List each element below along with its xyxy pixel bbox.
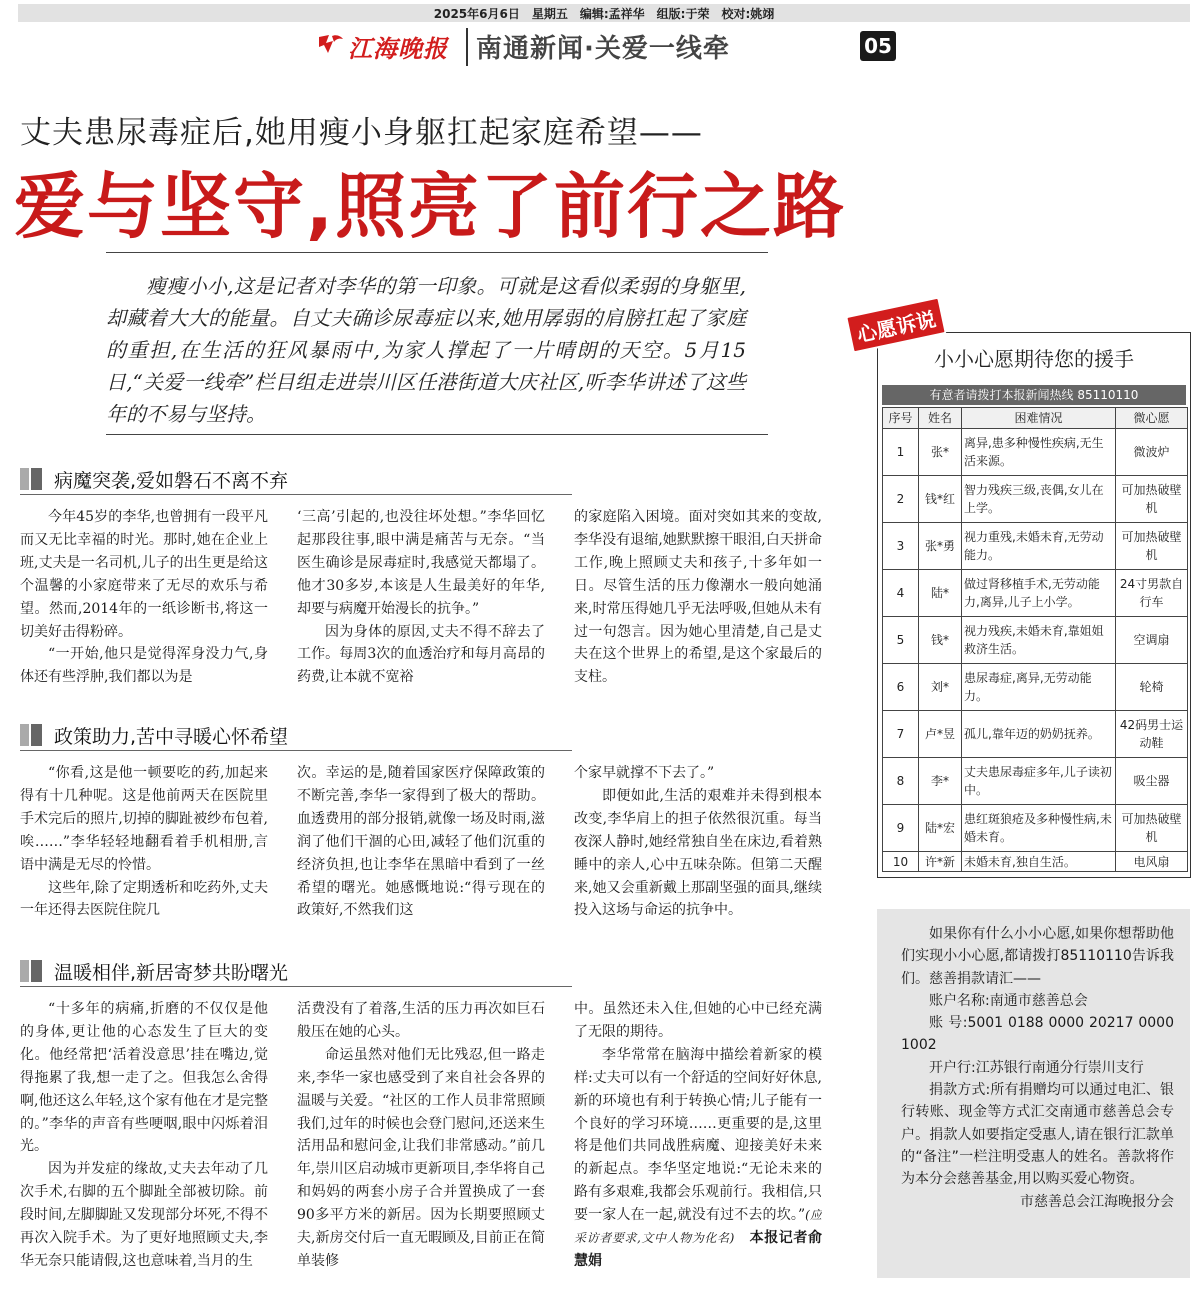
column-header: 序号 [883,408,919,429]
wish-table [882,407,1188,872]
section-heading-3 [20,958,288,984]
wish-item: 空调扇 [1116,617,1188,664]
page-info-bar [18,4,1190,22]
person-name: 陆* [919,570,962,617]
table-row [883,805,1188,852]
person-name: 卢*昱 [919,711,962,758]
paragraph: 因为并发症的缘故,丈夫去年动了几次手术,右脚的五个脚趾全部被切除。前段时间,左脚脚趾又发现部分坏死,不得不再次入院手术。为了更好地照顾丈夫,李华无奈只能请假,这也意味着,当月的生 [20,1161,268,1269]
hardship-description: 做过肾移植手术,无劳动能力,离异,儿子上小学。 [962,570,1116,617]
paragraph-text: 李华常常在脑海中描绘着新家的模样:丈夫可以有一个舒适的空间好好休息,新的环境也有利于转换心情;儿子能有一个良好的学习环境……更重要的是,这里将是他们共同战胜病魔、迎接美好未来的新起点。李华坚定地说:“无论未来的路有多艰难,我都会乐观前行。我相信,只要一家人在一起,就没有过不去的坎。” [574,1046,822,1224]
table-row [883,664,1188,711]
row-number: 9 [883,805,919,852]
section-title-1: 病魔突袭,爱如磐石不离不弃 [54,469,289,492]
section-rule-1 [20,494,572,495]
paragraph: 即便如此,生活的艰难并未得到根本改变,李华肩上的担子依然很沉重。每当夜深人静时,她经常独自坐在床边,看着熟睡中的亲人,心中五味杂陈。但第二天醒来,她又会重新戴上那副坚强的面具,继续投入这场与命运的抗争中。 [574,787,822,919]
table-row [883,758,1188,805]
table-row [883,711,1188,758]
article-column [20,998,268,1288]
page-headline: 爱与坚守,照亮了前行之路 [14,165,846,248]
person-name: 钱*红 [919,476,962,523]
article-column [20,762,268,948]
bank-name: 开户行:江苏银行南通分行崇川支行 [929,1059,1144,1076]
source-note: (应采访者要求,文中人物为化名) [574,1208,822,1246]
column-header: 困难情况 [962,408,1116,429]
charity-intro: 如果你有什么小小心愿,如果你想帮助他们实现小小心愿,都请拨打85110110告诉我们。慈善捐款请汇—— [901,926,1174,987]
paragraph: 今年45岁的李华,也曾拥有一段平凡而又无比幸福的时光。那时,她在企业上班,丈夫是一名司机,儿子的出生更是给这个温馨的小家庭带来了无尽的欢乐与希望。然而,2014年的一纸诊断书,将这一切美好击得粉碎。 [20,509,268,640]
hardship-description: 患红斑狼疮及多种慢性病,未婚未育。 [962,805,1116,852]
lead-text: 瘦瘦小小,这是记者对李华的第一印象。可就是这看似柔弱的身躯里,却藏着大大的能量。自丈夫确诊尿毒症以来,她用孱弱的肩膀扛起了家庭的重担,在生活的狂风暴雨中,为家人撑起了一片晴朗的天空。5月15日,“关爱一线牵”栏目组走进崇川区任港街道大庆社区,听李华讲述了这些年的不易与坚持。 [106,274,746,426]
hardship-description: 离异,患多种慢性疾病,无生活来源。 [962,429,1116,476]
wish-item: 微波炉 [1116,429,1188,476]
wish-item: 24寸男款自行车 [1116,570,1188,617]
section-title-2: 政策助力,苦中寻暖心怀希望 [54,725,289,748]
newspaper-logo-icon [318,33,344,55]
reporter-byline: 本报记者俞慧娟 [574,1230,822,1269]
headline-kicker: 丈夫患尿毒症后,她用瘦小身躯扛起家庭希望—— [20,115,703,151]
wish-item: 电风扇 [1116,852,1188,872]
paragraph: “你看,这是他一顿要吃的药,加起来得有十几种呢。这是他前两天在医院里手术完后的照片,切掉的脚趾被纱布包着,唉……”李华轻轻地翻看着手机相册,言语中满是无尽的怜惜。 [20,765,268,873]
wish-item: 轮椅 [1116,664,1188,711]
charity-info-box [877,909,1190,1278]
section-rule-2 [20,750,572,751]
person-name: 刘* [919,664,962,711]
paragraph: “十多年的病痛,折磨的不仅仅是他的身体,更让他的心态发生了巨大的变化。他经常把‘活着没意思’挂在嘴边,觉得拖累了我,想一走了之。但我怎么舍得啊,他还这么年轻,这个家有他在才是完整的。”李华的声音有些哽咽,眼中闪烁着泪光。 [20,1001,268,1155]
table-row [883,523,1188,570]
wish-badge: 心愿诉说 [845,296,947,353]
wish-item: 吸尘器 [1116,758,1188,805]
person-name: 钱* [919,617,962,664]
section-title-3: 温暖相伴,新居寄梦共盼曙光 [54,961,289,984]
row-number: 3 [883,523,919,570]
section-marker-icon [20,468,42,490]
paragraph: 这些年,除了定期透析和吃药外,丈夫一年还得去医院住院几 [20,879,268,919]
article-column [20,506,268,692]
article-column [574,998,822,1288]
person-name: 张*勇 [919,523,962,570]
page-number: 05 [860,31,896,61]
table-row [883,570,1188,617]
row-number: 8 [883,758,919,805]
hotline-banner: 有意者请拨打本报新闻热线 85110110 [882,385,1186,405]
article-lead [106,270,746,430]
issue-date-and-editors: 2025年6月6日 星期五 编辑:孟祥华 组版:于荣 校对:姚翊 [433,7,775,21]
article-column [297,506,545,692]
donation-method: 捐款方式:所有捐赠均可以通过电汇、银行转账、现金等方式汇交南通市慈善总会专户。捐款人如要指定受惠人,请在银行汇款单的“备注”一栏注明受惠人的姓名。善款将作为本分会慈善基金,用以购买爱心物资。 [901,1082,1174,1188]
newspaper-logo: 江海晚报 [348,34,448,63]
section-title: 南通新闻·关爱一线牵 [476,34,730,64]
column-header: 微心愿 [1116,408,1188,429]
wish-item: 可加热破壁机 [1116,476,1188,523]
hardship-description: 丈夫患尿毒症多年,儿子读初中。 [962,758,1116,805]
hardship-description: 孤儿,靠年迈的奶奶抚养。 [962,711,1116,758]
section-heading-2 [20,722,288,748]
paragraph: ‘三高’引起的,也没往坏处想。”李华回忆起那段往事,眼中满是痛苦与无奈。“当医生确诊是尿毒症时,我感觉天都塌了。他才30多岁,本该是人生最美好的年华,却要与病魔开始漫长的抗争。” [297,509,545,617]
account-name: 账户名称:南通市慈善总会 [929,992,1088,1009]
section-heading-1 [20,466,288,492]
table-header-row [883,408,1188,429]
paragraph: 活费没有了着落,生活的压力再次如巨石般压在她的心头。 [297,1001,545,1040]
paragraph: “一开始,他只是觉得浑身没力气,身体还有些浮肿,我们都以为是 [20,646,268,686]
person-name: 陆*宏 [919,805,962,852]
row-number: 1 [883,429,919,476]
wish-item: 可加热破壁机 [1116,523,1188,570]
masthead-divider [466,28,468,66]
wish-item: 42码男士运动鞋 [1116,711,1188,758]
paragraph: 的家庭陷入困境。面对突如其来的变故,李华没有退缩,她默默擦干眼泪,白天拼命工作,晚上照顾丈夫和孩子,十多年如一日。尽管生活的压力像潮水一般向她涌来,时常压得她几乎无法呼吸,但她从未有过一句怨言。因为她心里清楚,自己是丈夫在这个世界上的希望,是这个家最后的支柱。 [574,509,822,686]
paragraph: 因为身体的原因,丈夫不得不辞去了工作。每周3次的血透治疗和每月高昂的药费,让本就不宽裕 [297,623,545,686]
wish-list-box [877,332,1191,878]
row-number: 6 [883,664,919,711]
article-column [574,762,822,948]
column-header: 姓名 [919,408,962,429]
hardship-description: 视力重残,未婚未育,无劳动能力。 [962,523,1116,570]
wish-item: 可加热破壁机 [1116,805,1188,852]
row-number: 5 [883,617,919,664]
paragraph [574,1044,822,1273]
hardship-description: 智力残疾三级,丧偶,女儿在上学。 [962,476,1116,523]
lead-top-rule [106,252,768,253]
row-number: 7 [883,711,919,758]
wish-box-title: 小小心愿期待您的援手 [934,347,1134,371]
person-name: 李* [919,758,962,805]
person-name: 许*新 [919,852,962,872]
paragraph: 次。幸运的是,随着国家医疗保障政策的不断完善,李华一家得到了极大的帮助。血透费用的部分报销,就像一场及时雨,滋润了他们干涸的心田,减轻了他们沉重的经济负担,也让李华在黑暗中看到了一丝希望的曙光。她感慨地说:“得亏现在的政策好,不然我们这 [297,765,545,919]
hardship-description: 患尿毒症,离异,无劳动能力。 [962,664,1116,711]
article-column [297,998,545,1288]
row-number: 2 [883,476,919,523]
hardship-description: 未婚未育,独自生活。 [962,852,1116,872]
section-marker-icon [20,960,42,982]
section-marker-icon [20,724,42,746]
article-column [574,506,822,692]
account-number: 账 号:5001 0188 0000 20217 0000 1002 [901,1015,1174,1054]
row-number: 4 [883,570,919,617]
person-name: 张* [919,429,962,476]
paragraph: 个家早就撑不下去了。” [574,765,715,781]
charity-signature: 市慈善总会江海晚报分会 [1020,1193,1174,1210]
table-row [883,852,1188,872]
paragraph: 中。虽然还未入住,但她的心中已经充满了无限的期待。 [574,1001,822,1040]
table-row [883,617,1188,664]
paragraph: 命运虽然对他们无比残忍,但一路走来,李华一家也感受到了来自社会各界的温暖与关爱。“社区的工作人员非常照顾我们,过年的时候也会登门慰问,还送来生活用品和慰问金,让我们非常感动。”前几年,崇川区启动城市更新项目,李华将自己和妈妈的两套小房子合并置换成了一套90多平方米的新居。因为长期要照顾丈夫,新房交付后一直无暇顾及,目前正在简单装修 [297,1046,545,1269]
lead-bottom-rule [106,434,768,435]
table-row [883,476,1188,523]
section-rule-3 [20,986,572,987]
article-column [297,762,545,948]
hardship-description: 视力残疾,未婚未育,靠姐姐救济生活。 [962,617,1116,664]
row-number: 10 [883,852,919,872]
table-row [883,429,1188,476]
